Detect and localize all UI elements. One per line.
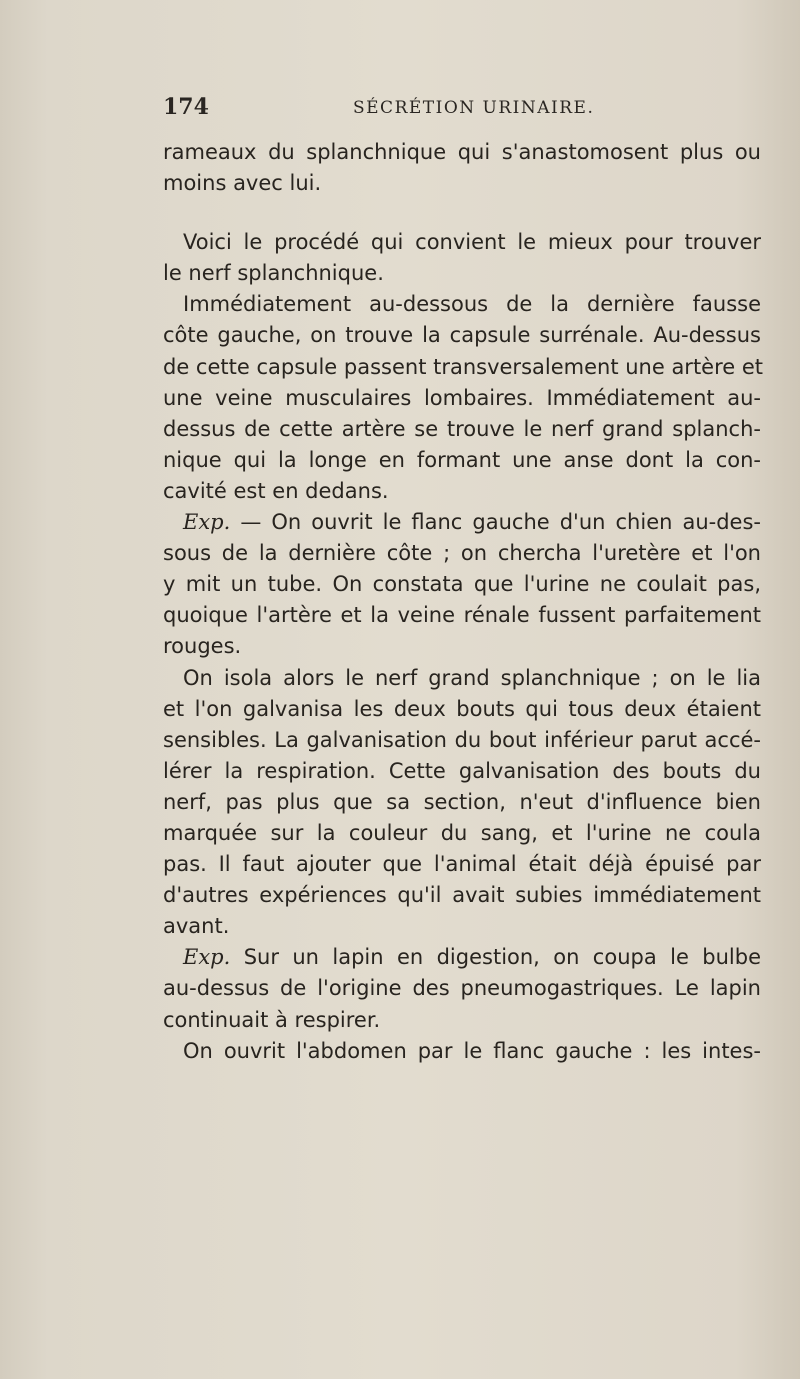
text-line: quoique l'artère et la veine rénale fussent parfaitement <box>163 603 761 628</box>
body-text <box>163 137 764 1067</box>
text-line: Immédiatement au-dessous de la dernière fausse <box>183 292 761 317</box>
text-line: rameaux du splanchnique qui s'anastomosent plus ou <box>163 140 761 164</box>
text-line-rest: Sur un lapin en digestion, on coupa le bulbe <box>243 945 761 970</box>
page-number: 174 <box>163 94 209 120</box>
text-line: pas. Il faut ajouter que l'animal était déjà épuisé par <box>163 852 761 877</box>
text-line: y mit un tube. On constata que l'urine ne coulait pas, <box>163 572 761 597</box>
text-line: avant. <box>163 914 230 939</box>
page-header <box>163 94 628 124</box>
running-head: SÉCRÉTION URINAIRE. <box>353 98 595 118</box>
exp-label: Exp. <box>183 945 231 970</box>
text-line: de cette capsule passent transversalement une artère et <box>163 354 764 379</box>
text-line: rouges. <box>163 634 242 659</box>
text-line: sous de la dernière côte ; on chercha l'uretère et l'on <box>163 541 761 566</box>
text-line: au-dessus de l'origine des pneumogastriques. Le lapin <box>163 976 761 1001</box>
text-line: Voici le procédé qui convient le mieux pour trouver <box>183 230 761 255</box>
text-line <box>163 507 761 538</box>
text-line: sensibles. La galvanisation du bout inférieur parut accé- <box>163 727 761 752</box>
exp-label: Exp. <box>183 510 231 535</box>
text-line: dessus de cette artère se trouve le nerf grand splanch- <box>163 416 761 441</box>
text-line: une veine musculaires lombaires. Immédiatement au- <box>163 385 761 410</box>
text-line: et l'on galvanisa les deux bouts qui tous deux étaient <box>163 696 761 721</box>
text-line: marquée sur la couleur du sang, et l'urine ne coula <box>163 820 761 845</box>
text-line: d'autres expériences qu'il avait subies immédiatement <box>163 883 761 908</box>
text-line: lérer la respiration. Cette galvanisation des bouts du <box>163 758 761 783</box>
text-line: On ouvrit l'abdomen par le flanc gauche : les intes- <box>183 1038 761 1063</box>
text-line: côte gauche, on trouve la capsule surrénale. Au-dessus <box>163 323 761 348</box>
text-line: cavité est en dedans. <box>163 478 389 503</box>
paragraph-gap <box>163 199 761 227</box>
text-line: On isola alors le nerf grand splanchnique ; on le lia <box>183 665 761 690</box>
text-line: continuait à respirer. <box>163 1007 381 1032</box>
text-line: nerf, pas plus que sa section, n'eut d'influence bien <box>163 789 761 814</box>
text-line: nique qui la longe en formant une anse dont la con- <box>163 447 761 472</box>
text-line: moins avec lui. <box>163 171 322 196</box>
text-line-rest: — On ouvrit le flanc gauche d'un chien au-des- <box>240 510 761 535</box>
text-line: le nerf splanchnique. <box>163 261 384 286</box>
text-line <box>163 942 761 973</box>
